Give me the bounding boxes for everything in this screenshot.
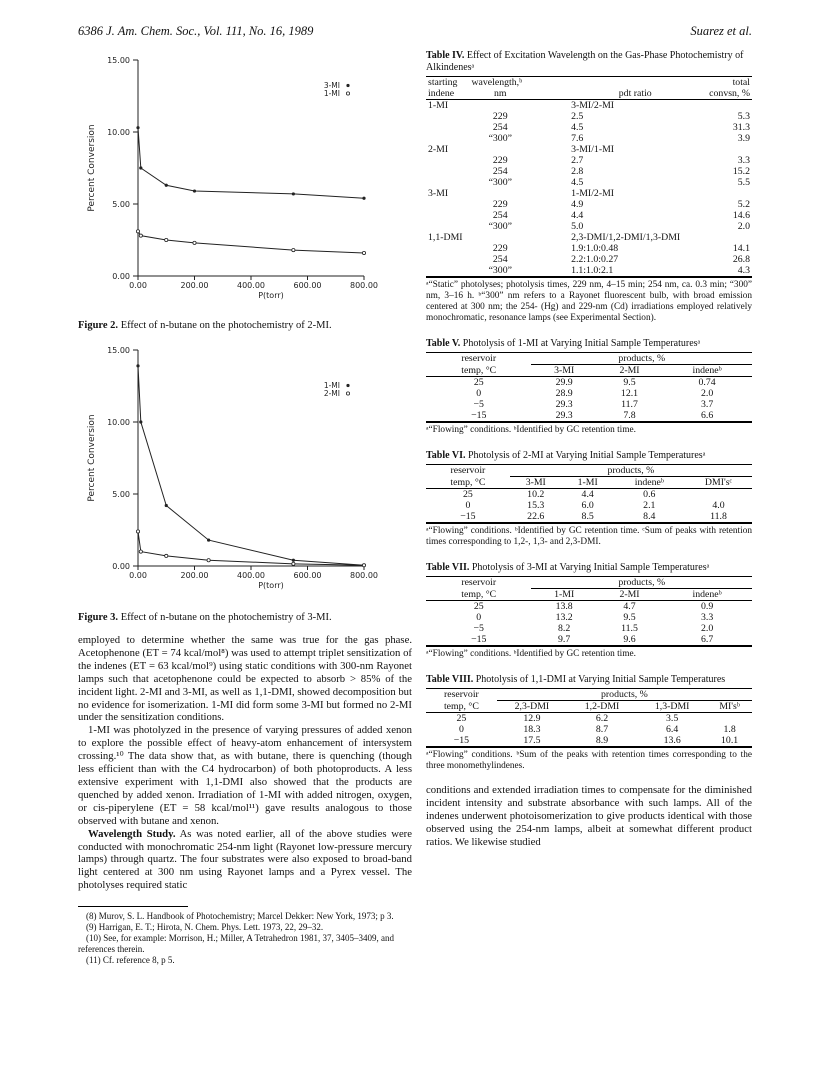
table-cell: 22.6	[510, 511, 562, 523]
table-row	[426, 489, 752, 501]
indene-name: 1-MI	[428, 100, 449, 111]
table-cell: 9.5	[623, 612, 636, 623]
table-7-note: ᵃ“Flowing” conditions. ᵇIdentified by GC retention time.	[426, 646, 752, 660]
column-header: reservoir	[426, 465, 510, 477]
y-tick-label: 15.00	[107, 346, 130, 355]
table-cell: 25	[463, 489, 473, 500]
table-cell: 7.8	[597, 410, 662, 422]
table-cell: 13.2	[555, 612, 573, 623]
table-cell: 29.3	[531, 410, 596, 422]
table-cell: “300”	[488, 133, 512, 144]
table-cell: 8.7	[595, 724, 609, 735]
table-header-row	[426, 88, 752, 100]
table-row	[426, 377, 752, 389]
table-cell	[426, 155, 469, 166]
journal-citation: 6386 J. Am. Chem. Soc., Vol. 111, No. 16, 1989	[78, 24, 314, 38]
table-cell	[685, 489, 752, 501]
table-cell: 2.1	[643, 500, 656, 511]
table-cell: 2.5	[571, 111, 584, 122]
table-group-row	[426, 232, 752, 243]
table-cell: 254	[492, 254, 508, 265]
table-row	[426, 735, 752, 747]
table-header-row	[426, 701, 752, 713]
table-6-note: ᵃ“Flowing” conditions. ᵇIdentified by GC retention time. ᶜSum of peaks with retention times corresponding to 1,2-, 1,3- and 2,3-DMI.	[426, 523, 752, 548]
table-row	[426, 388, 752, 399]
table-8-caption: Table VIII. Photolysis of 1,1-DMI at Varying Initial Sample Temperatures	[426, 674, 726, 685]
table-row	[426, 166, 752, 177]
table-row	[426, 500, 752, 511]
table-cell: 14.6	[732, 210, 750, 221]
table-cell: 11.5	[621, 623, 638, 634]
x-tick-label: 200.00	[180, 281, 209, 290]
table-cell	[426, 254, 469, 265]
table-row	[426, 177, 752, 188]
data-point	[207, 538, 210, 541]
table-header-row	[426, 353, 752, 365]
column-header: starting	[426, 77, 469, 89]
table-cell: 2.8	[571, 166, 584, 177]
figure-2-caption: Figure 2. Effect of n-butane on the photochemistry of 2-MI.	[78, 320, 332, 331]
series-line-2-MI	[138, 531, 364, 565]
column-header: MI'sᵇ	[707, 701, 752, 713]
table-row	[426, 612, 752, 623]
table-cell	[701, 144, 752, 155]
legend-marker	[346, 92, 349, 95]
table-cell: 3.3	[700, 612, 714, 623]
table-cell	[426, 199, 469, 210]
table-cell	[426, 122, 469, 133]
column-header: indeneᵇ	[662, 365, 752, 377]
data-point	[165, 184, 168, 187]
table-cell: −5	[473, 399, 484, 410]
table-5	[426, 352, 752, 422]
table-cell: 6.6	[662, 410, 752, 422]
table-cell: 11.7	[621, 399, 638, 410]
indene-name: 1,1-DMI	[428, 232, 463, 243]
table-cell	[426, 166, 469, 177]
table-group-row	[426, 144, 752, 155]
table-5-caption: Table V. Photolysis of 1-MI at Varying Initial Sample Temperaturesᵃ	[426, 338, 701, 349]
ratio-label: 3-MI/1-MI	[571, 144, 615, 155]
reference: (11) Cf. reference 8, p 5.	[86, 955, 175, 966]
table-cell: 8.5	[562, 511, 614, 523]
data-point	[193, 241, 196, 244]
y-tick-label: 0.00	[112, 272, 130, 281]
authors: Suarez et al.	[690, 24, 752, 38]
column-header: reservoir	[426, 353, 531, 365]
table-cell: 11.8	[685, 511, 752, 523]
reference: (10) See, for example: Morrison, H.; Miller, A Tetrahedron 1981, 37, 3405–3409, and references therein.	[78, 933, 395, 955]
column-header: indeneᵇ	[614, 477, 685, 489]
table-8	[426, 688, 752, 747]
table-cell: 229	[492, 155, 508, 166]
reference: (8) Murov, S. L. Handbook of Photochemistry; Marcel Dekker: New York, 1973; p 3.	[86, 911, 394, 922]
table-cell: 4.4	[571, 210, 584, 221]
table-cell: 5.5	[737, 177, 750, 188]
y-tick-label: 5.00	[112, 490, 130, 499]
column-header: pdt ratio	[531, 88, 701, 100]
paragraph: Wavelength Study. As was noted earlier, all of the above studies were conducted with monochromatic 254-nm light (Rayonet low-pressure mercury lamps) through quartz. The four substrates were also exposed to broad-band light centered at 300 nm using Rayonet lamps and a Pyrex vessel. The photolyses required static	[78, 827, 412, 892]
table-cell: 229	[492, 111, 508, 122]
data-point	[362, 251, 365, 254]
x-tick-label: 200.00	[180, 571, 209, 580]
table-cell: 14.1	[732, 243, 750, 254]
data-point	[292, 562, 295, 565]
x-tick-label: 800.00	[350, 571, 378, 580]
x-tick-label: 600.00	[293, 571, 322, 580]
column-header: wavelength,ᵇ	[469, 77, 531, 89]
table-cell: 254	[492, 122, 508, 133]
section-heading: Wavelength Study.	[88, 827, 176, 840]
x-tick-label: 600.00	[293, 281, 322, 290]
table-cell: 29.3	[555, 399, 573, 410]
data-point	[292, 559, 295, 562]
table-cell: 1.1:1.0:2.1	[531, 265, 701, 277]
table-cell: 29.9	[555, 377, 573, 388]
x-tick-label: 0.00	[129, 571, 147, 580]
data-point	[136, 126, 139, 129]
table-7	[426, 576, 752, 646]
table-cell: 2.0	[737, 221, 750, 232]
table-row	[426, 221, 752, 232]
right-body-text	[426, 784, 752, 849]
table-cell: 0	[476, 612, 482, 623]
table-cell: 10.2	[527, 489, 545, 500]
reference: (9) Harrigan, E. T.; Hirota, N. Chem. Phys. Lett. 1973, 22, 29–32.	[86, 922, 324, 933]
legend-marker	[346, 392, 349, 395]
table-cell: 12.1	[620, 388, 639, 399]
table-cell: 8.2	[558, 623, 571, 634]
table-cell: 1.9:1.0:0.48	[571, 243, 619, 254]
table-cell	[426, 133, 469, 144]
table-cell: 6.4	[666, 724, 679, 735]
x-axis-label: P(torr)	[258, 291, 284, 300]
table-cell: 25	[473, 601, 484, 612]
table-cell	[469, 188, 531, 199]
table-cell: −15	[426, 735, 497, 747]
table-cell: 8.9	[567, 735, 637, 747]
table-row	[426, 155, 752, 166]
table-cell: 9.6	[597, 634, 662, 646]
column-header: products, %	[531, 577, 752, 589]
y-tick-label: 10.00	[107, 418, 130, 427]
column-header: products, %	[497, 689, 752, 701]
ratio-label: 3-MI/2-MI	[571, 100, 615, 111]
y-axis-label: Percent Conversion	[87, 414, 97, 502]
paragraph: conditions and extended irradiation times to compensate for the diminished incident intensity and substrate absorbance with such lamps. All of the indenes underwent photoisomerization to give products identical with those observed using the 254-nm lamps, albeit at somewhat different product ratios. We likewise studied	[426, 784, 752, 848]
column-header: 3-MI	[531, 365, 596, 377]
table-cell: 4.7	[623, 601, 636, 612]
references	[78, 911, 412, 966]
table-cell: 4.0	[712, 500, 725, 511]
table-row	[426, 122, 752, 133]
table-cell: 0.74	[698, 377, 716, 388]
table-cell: 229	[492, 199, 508, 210]
table-cell: 4.3	[701, 265, 752, 277]
column-header: temp, °C	[426, 701, 497, 713]
table-header-row	[426, 689, 752, 701]
table-cell: 5.0	[571, 221, 584, 232]
table-cell: 254	[492, 166, 508, 177]
table-6-caption: Table VI. Photolysis of 2-MI at Varying Initial Sample Temperaturesᵃ	[426, 450, 706, 461]
table-cell	[701, 100, 752, 112]
table-cell	[426, 243, 469, 254]
data-point	[136, 530, 139, 533]
table-row	[426, 254, 752, 265]
table-cell: 25	[473, 377, 484, 388]
table-cell	[701, 188, 752, 199]
body-text	[78, 634, 412, 892]
table-cell: 0	[458, 724, 464, 735]
table-cell: 31.3	[732, 122, 750, 133]
table-cell: 9.5	[623, 377, 636, 388]
right-column	[426, 50, 752, 849]
table-cell: 3.5	[666, 713, 679, 724]
data-point	[136, 364, 139, 367]
paragraph: employed to determine whether the same was true for the gas phase. Acetophenone (ET = 74 kcal/mol⁸) was used to attempt triplet sensitization of the indenes (ET = 63 kcal/mol⁹) using static conditions with 300-nm Rayonet lamps such that acetophenone could be expected to absorb > 85% of the incident light. 2-MI and 3-MI, as well as 1,1-DMI, showed decomposition but no evidence for isomerization. 1-MI did form some 3-MI but formed no 2-MI under the sensitization conditions.	[78, 634, 412, 724]
table-row	[426, 243, 752, 254]
ratio-label: 1-MI/2-MI	[571, 188, 615, 199]
table-cell: 6.2	[595, 713, 609, 724]
table-7-caption: Table VII. Photolysis of 3-MI at Varying Initial Sample Temperaturesᵃ	[426, 562, 710, 573]
table-cell: 18.3	[523, 724, 541, 735]
column-header: 1,2-DMI	[567, 701, 637, 713]
paragraph: 1-MI was photolyzed in the presence of varying pressures of added xenon to explore the possible effect of heavy-atom enhancement of intersystem crossing.¹⁰ The data show that, as with butane, there is quenching (though less efficient than with the C4 hydrocarbon) of both photoproducts. A less extensive experiment with 1,1-DMI also showed that the products are quenched by added xenon. Irradiation of 1-MI with added nitrogen, oxygen, or cis-piperylene (ET = 58 kcal/mol¹¹) gave results analogous to those observed with butane and xenon.	[78, 724, 412, 827]
column-header: products, %	[531, 353, 752, 365]
table-cell: 0.6	[643, 489, 656, 500]
y-tick-label: 10.00	[107, 128, 130, 137]
table-group-row	[426, 100, 752, 112]
table-row	[426, 111, 752, 122]
table-4-note: ᵃ“Static” photolyses; photolysis times, 229 nm, 4–15 min; 254 nm, ca. 0.3 min; “300” nm, 3–16 h. ᵇ“300” nm refers to a Rayonet fluorescent bulb, with broad emission centered at 300 nm; the 254- (Hg) and 229-nm (Cd) irradiations employed relatively monochromatic, resonance lamps (see Experimental Section).	[426, 277, 752, 324]
column-header: 2,3-DMI	[497, 701, 567, 713]
table-header-row	[426, 465, 752, 477]
x-axis-label: P(torr)	[258, 581, 284, 590]
data-point	[292, 192, 295, 195]
x-tick-label: 800.00	[350, 281, 378, 290]
table-cell: “300”	[488, 177, 512, 188]
table-cell	[707, 713, 752, 725]
column-header: 3-MI	[510, 477, 562, 489]
indene-name: 3-MI	[428, 188, 449, 199]
column-header: DMI'sᶜ	[685, 477, 752, 489]
table-cell: 3.3	[737, 155, 750, 166]
table-row	[426, 399, 752, 410]
table-row	[426, 265, 752, 277]
table-cell: 5.3	[737, 111, 750, 122]
data-point	[207, 559, 210, 562]
legend-label: 1-MI	[323, 89, 340, 98]
figure-3-chart	[78, 340, 412, 604]
y-tick-label: 0.00	[112, 562, 130, 571]
table-6	[426, 464, 752, 523]
table-cell: 2.7	[571, 155, 584, 166]
table-cell: 8.4	[614, 511, 685, 523]
figure-3-caption: Figure 3. Effect of n-butane on the photochemistry of 3-MI.	[78, 612, 332, 623]
table-cell: 0	[465, 500, 471, 511]
table-cell: 9.7	[531, 634, 596, 646]
data-point	[139, 166, 142, 169]
data-point	[165, 554, 168, 557]
y-axis-label: Percent Conversion	[87, 124, 97, 212]
table-cell	[469, 100, 531, 112]
legend-label: 2-MI	[323, 389, 340, 398]
table-cell	[426, 210, 469, 221]
x-tick-label: 400.00	[237, 281, 265, 290]
table-cell: 2.0	[700, 388, 714, 399]
data-point	[139, 420, 142, 423]
table-row	[426, 511, 752, 523]
table-cell: 3.9	[737, 133, 750, 144]
table-cell	[426, 177, 469, 188]
table-cell	[426, 111, 469, 122]
table-cell: 254	[492, 210, 508, 221]
table-cell: −15	[426, 511, 510, 523]
table-header-row	[426, 477, 752, 489]
table-cell: 13.6	[637, 735, 707, 747]
table-cell: 2.2:1.0:0.27	[571, 254, 619, 265]
table-cell: 6.7	[662, 634, 752, 646]
table-header-row	[426, 365, 752, 377]
data-point	[362, 564, 365, 567]
running-header	[0, 24, 820, 40]
column-header: reservoir	[426, 577, 531, 589]
data-point	[139, 234, 142, 237]
data-point	[165, 238, 168, 241]
table-cell: 4.4	[581, 489, 594, 500]
data-point	[136, 230, 139, 233]
column-header: indene	[426, 88, 469, 100]
indene-name: 2-MI	[428, 144, 449, 155]
table-cell: −5	[473, 623, 484, 634]
table-4-caption: Table IV. Effect of Excitation Wavelength on the Gas-Phase Photochemistry of Alkindenesᵃ	[426, 50, 744, 73]
table-cell: 28.9	[555, 388, 573, 399]
legend-label: 3-MI	[323, 81, 340, 90]
legend-label: 1-MI	[323, 381, 340, 390]
column-header: 2-MI	[597, 589, 662, 601]
data-point	[362, 197, 365, 200]
y-tick-label: 15.00	[107, 56, 130, 65]
table-4	[426, 76, 752, 277]
table-group-row	[426, 188, 752, 199]
y-tick-label: 5.00	[112, 200, 130, 209]
table-row	[426, 410, 752, 422]
table-cell: 4.9	[571, 199, 584, 210]
table-cell: 0.9	[700, 601, 714, 612]
column-header: 1-MI	[531, 589, 596, 601]
column-header: 1-MI	[562, 477, 614, 489]
column-header	[531, 77, 701, 89]
table-cell: 1.8	[723, 724, 736, 735]
column-header: temp, °C	[426, 477, 510, 489]
table-row	[426, 634, 752, 646]
table-cell: 10.1	[707, 735, 752, 747]
column-header: convsn, %	[701, 88, 752, 100]
data-point	[292, 248, 295, 251]
table-cell: 26.8	[732, 254, 750, 265]
table-header-row	[426, 589, 752, 601]
table-cell: 4.5	[571, 122, 584, 133]
table-row	[426, 623, 752, 634]
table-row	[426, 724, 752, 735]
ratio-label: 2,3-DMI/1,2-DMI/1,3-DMI	[571, 232, 681, 243]
column-header: indeneᵇ	[662, 589, 752, 601]
table-row	[426, 199, 752, 210]
x-tick-label: 400.00	[237, 571, 265, 580]
table-cell: 13.8	[555, 601, 573, 612]
column-header: temp, °C	[426, 365, 531, 377]
table-cell	[426, 221, 469, 232]
table-row	[426, 210, 752, 221]
legend-marker	[346, 84, 349, 87]
table-5-note: ᵃ“Flowing” conditions. ᵇIdentified by GC retention time.	[426, 422, 752, 436]
table-cell: 15.3	[527, 500, 545, 511]
table-cell: 2.0	[700, 623, 714, 634]
table-cell: 7.6	[571, 133, 584, 144]
table-cell: 4.5	[571, 177, 584, 188]
legend-marker	[346, 384, 349, 387]
column-header: products, %	[510, 465, 752, 477]
table-cell: −15	[426, 410, 531, 422]
table-row	[426, 713, 752, 725]
table-cell: 5.2	[737, 199, 750, 210]
column-header: nm	[469, 88, 531, 100]
left-column	[78, 50, 412, 966]
table-cell: “300”	[488, 221, 512, 232]
table-row	[426, 133, 752, 144]
table-cell: 0	[476, 388, 482, 399]
table-cell	[469, 232, 531, 243]
table-header-row	[426, 77, 752, 89]
table-header-row	[426, 577, 752, 589]
table-cell	[469, 144, 531, 155]
table-cell: 12.9	[523, 713, 541, 724]
x-tick-label: 0.00	[129, 281, 147, 290]
table-cell	[426, 265, 469, 277]
column-header: 2-MI	[597, 365, 662, 377]
figure-2-chart	[78, 50, 412, 312]
table-8-note: ᵃ“Flowing” conditions. ᵇSum of the peaks with retention times corresponding to the three monomethylindenes.	[426, 747, 752, 772]
table-cell: 25	[456, 713, 467, 724]
table-cell: 6.0	[581, 500, 594, 511]
table-cell: 229	[492, 243, 508, 254]
column-header: total	[701, 77, 752, 89]
table-cell: 17.5	[497, 735, 567, 747]
table-cell	[701, 232, 752, 243]
table-cell: 15.2	[732, 166, 750, 177]
table-cell: −15	[426, 634, 531, 646]
data-point	[139, 550, 142, 553]
table-cell: “300”	[469, 265, 531, 277]
column-header: reservoir	[426, 689, 497, 701]
data-point	[193, 189, 196, 192]
series-line-3-MI	[138, 128, 364, 199]
data-point	[165, 504, 168, 507]
series-line-1-MI	[138, 231, 364, 253]
table-row	[426, 601, 752, 613]
column-header: 1,3-DMI	[637, 701, 707, 713]
column-header: temp, °C	[426, 589, 531, 601]
table-cell: 3.7	[700, 399, 714, 410]
